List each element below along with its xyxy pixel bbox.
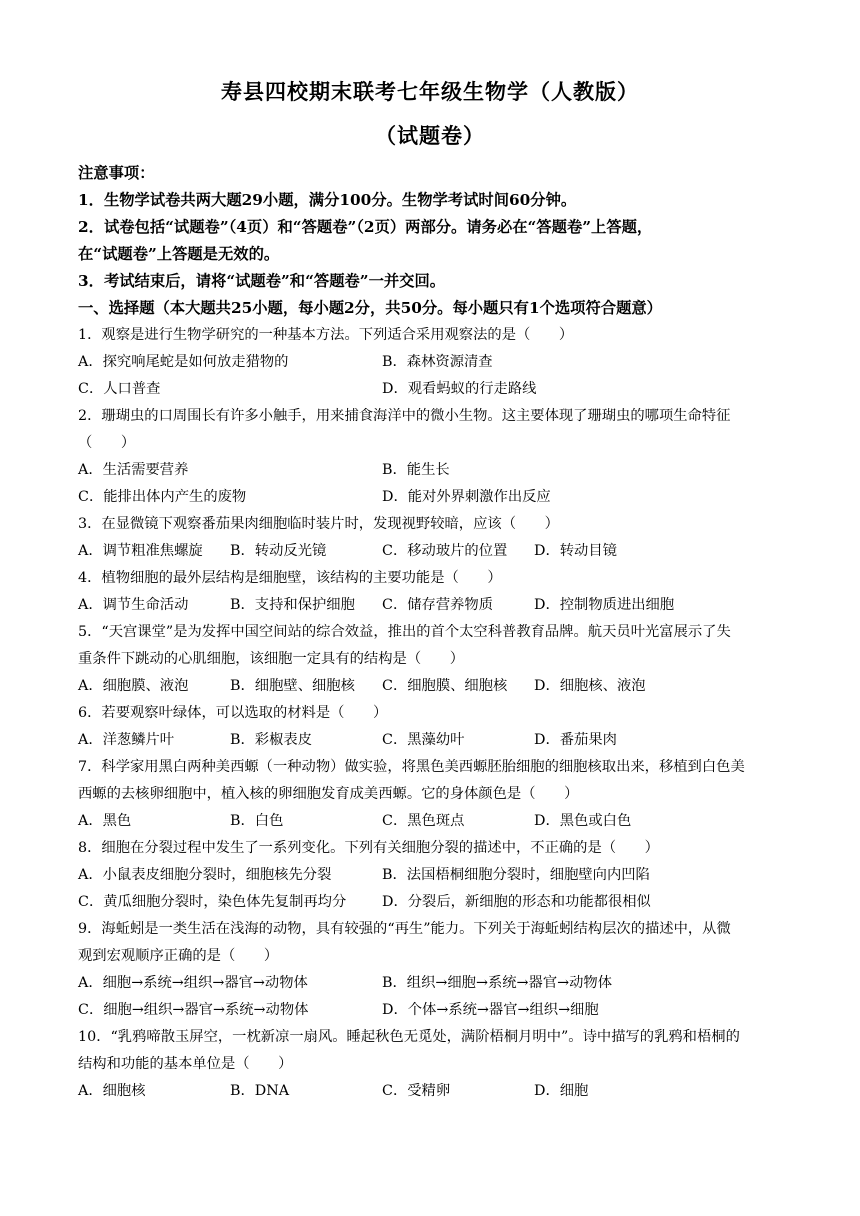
option-b: B．组织→细胞→系统→器官→动物体 — [382, 975, 612, 991]
question-stem: 1．观察是进行生物学研究的一种基本方法。下列适合采用观察法的是（ ） — [78, 327, 574, 343]
option-c: C．细胞→组织→器官→系统→动物体 — [78, 1002, 309, 1018]
question — [78, 511, 786, 565]
option-row — [78, 349, 786, 376]
question — [78, 619, 786, 700]
option-b: B．转动反光镜 — [230, 543, 327, 559]
question-stem: 重条件下跳动的心肌细胞，该细胞一定具有的结构是（ ） — [78, 651, 465, 667]
question — [78, 700, 786, 754]
option-a: A．细胞膜、液泡 — [78, 678, 189, 694]
notice-item: 在“试题卷”上答题是无效的。 — [78, 245, 280, 263]
option-d: D．细胞 — [534, 1083, 589, 1099]
option-d: D．能对外界刺激作出反应 — [382, 489, 551, 505]
question — [78, 1024, 786, 1105]
option-d: D．转动目镜 — [534, 543, 617, 559]
question — [78, 565, 786, 619]
option-b: B．细胞壁、细胞核 — [230, 678, 355, 694]
question — [78, 835, 786, 916]
option-row — [78, 862, 786, 889]
question-stem: 9．海蚯蚓是一类生活在浅海的动物，具有较强的“再生”能力。下列关于海蚯蚓结构层次的描述中，从微 — [78, 921, 731, 937]
option-b: B．支持和保护细胞 — [230, 597, 355, 613]
option-c: C．能排出体内产生的废物 — [78, 489, 247, 505]
option-d: D．控制物质进出细胞 — [534, 597, 675, 613]
option-b: B．法国梧桐细胞分裂时，细胞壁向内凹陷 — [382, 867, 650, 883]
option-a: A．生活需要营养 — [78, 462, 189, 478]
question — [78, 754, 786, 835]
option-a: A．细胞→系统→组织→器官→动物体 — [78, 975, 308, 991]
exam-title: 寿县四校期末联考七年级生物学（人教版） — [221, 79, 639, 104]
question-stem: 5．“天宫课堂”是为发挥中国空间站的综合效益，推出的首个太空科普教育品牌。航天员叶光富展示了失 — [78, 624, 731, 640]
option-c: C．黑色斑点 — [382, 813, 465, 829]
question-stem: 4．植物细胞的最外层结构是细胞壁，该结构的主要功能是（ ） — [78, 570, 502, 586]
option-row — [78, 1078, 786, 1105]
exam-subtitle: （试题卷） — [375, 123, 485, 148]
option-c: C．储存营养物质 — [382, 597, 494, 613]
option-row — [78, 484, 786, 511]
option-row — [78, 538, 786, 565]
option-a: A．调节生命活动 — [78, 597, 189, 613]
notice-heading: 注意事项： — [78, 164, 155, 182]
notice-item: 1．生物学试卷共两大题29小题，满分100分。生物学考试时间60分钟。 — [78, 191, 577, 209]
section-heading: 一、选择题（本大题共25小题，每小题2分，共50分。每小题只有1个选项符合题意） — [78, 299, 662, 317]
option-row — [78, 376, 786, 403]
question — [78, 916, 786, 1024]
option-d: D．黑色或白色 — [534, 813, 632, 829]
option-row — [78, 970, 786, 997]
question-stem: （ ） — [78, 435, 136, 451]
option-c: C．移动玻片的位置 — [382, 543, 508, 559]
question-stem: 2．珊瑚虫的口周围长有许多小触手，用来捕食海洋中的微小生物。这主要体现了珊瑚虫的哪项生命特征 — [78, 408, 731, 424]
option-c: C．受精卵 — [382, 1083, 451, 1099]
question-stem: 7．科学家用黑白两种美西螈（一种动物）做实验，将黑色美西螈胚胎细胞的细胞核取出来，移植到白色美 — [78, 759, 745, 775]
option-a: A．黑色 — [78, 813, 132, 829]
option-a: A．洋葱鳞片叶 — [78, 732, 175, 748]
option-b: B．DNA — [230, 1083, 290, 1099]
question-stem: 西螈的去核卵细胞中，植入核的卵细胞发育成美西螈。它的身体颜色是（ ） — [78, 786, 579, 802]
option-a: A．细胞核 — [78, 1083, 146, 1099]
option-a: A．探究响尾蛇是如何放走猎物的 — [78, 354, 289, 370]
option-row — [78, 457, 786, 484]
exam-body — [78, 160, 786, 1105]
option-c: C．细胞膜、细胞核 — [382, 678, 508, 694]
option-c: C．黄瓜细胞分裂时，染色体先复制再均分 — [78, 894, 347, 910]
notice-item: 2．试卷包括“试题卷”（4页）和“答题卷”（2页）两部分。请务必在“答题卷”上答题， — [78, 218, 653, 236]
option-d: D．观看蚂蚁的行走路线 — [382, 381, 537, 397]
option-b: B．森林资源清查 — [382, 354, 493, 370]
question — [78, 322, 786, 403]
option-c: C．黑藻幼叶 — [382, 732, 465, 748]
option-row — [78, 673, 786, 700]
option-d: D．个体→系统→器官→组织→细胞 — [382, 1002, 599, 1018]
option-row — [78, 997, 786, 1024]
option-row — [78, 808, 786, 835]
option-d: D．分裂后，新细胞的形态和功能都很相似 — [382, 894, 651, 910]
question-stem: 6．若要观察叶绿体，可以选取的材料是（ ） — [78, 705, 388, 721]
option-b: B．彩椒表皮 — [230, 732, 312, 748]
question-stem: 观到宏观顺序正确的是（ ） — [78, 948, 279, 964]
option-row — [78, 889, 786, 916]
option-a: A．调节粗准焦螺旋 — [78, 543, 203, 559]
question-stem: 10．“乳鸦啼散玉屏空，一枕新凉一扇风。睡起秋色无觅处，满阶梧桐月明中”。诗中描写的乳鸦和梧桐的 — [78, 1029, 740, 1045]
option-a: A．小鼠表皮细胞分裂时，细胞核先分裂 — [78, 867, 332, 883]
option-d: D．番茄果肉 — [534, 732, 617, 748]
option-b: B．能生长 — [382, 462, 450, 478]
question-stem: 8．细胞在分裂过程中发生了一系列变化。下列有关细胞分裂的描述中，不正确的是（ ） — [78, 840, 659, 856]
option-b: B．白色 — [230, 813, 284, 829]
option-row — [78, 727, 786, 754]
notice-item: 3．考试结束后，请将“试题卷”和“答题卷”一并交回。 — [78, 272, 446, 290]
option-c: C．人口普查 — [78, 381, 161, 397]
option-row — [78, 592, 786, 619]
question — [78, 403, 786, 511]
option-d: D．细胞核、液泡 — [534, 678, 646, 694]
question-stem: 结构和功能的基本单位是（ ） — [78, 1056, 293, 1072]
question-stem: 3．在显微镜下观察番茄果肉细胞临时装片时，发现视野较暗，应该（ ） — [78, 516, 559, 532]
